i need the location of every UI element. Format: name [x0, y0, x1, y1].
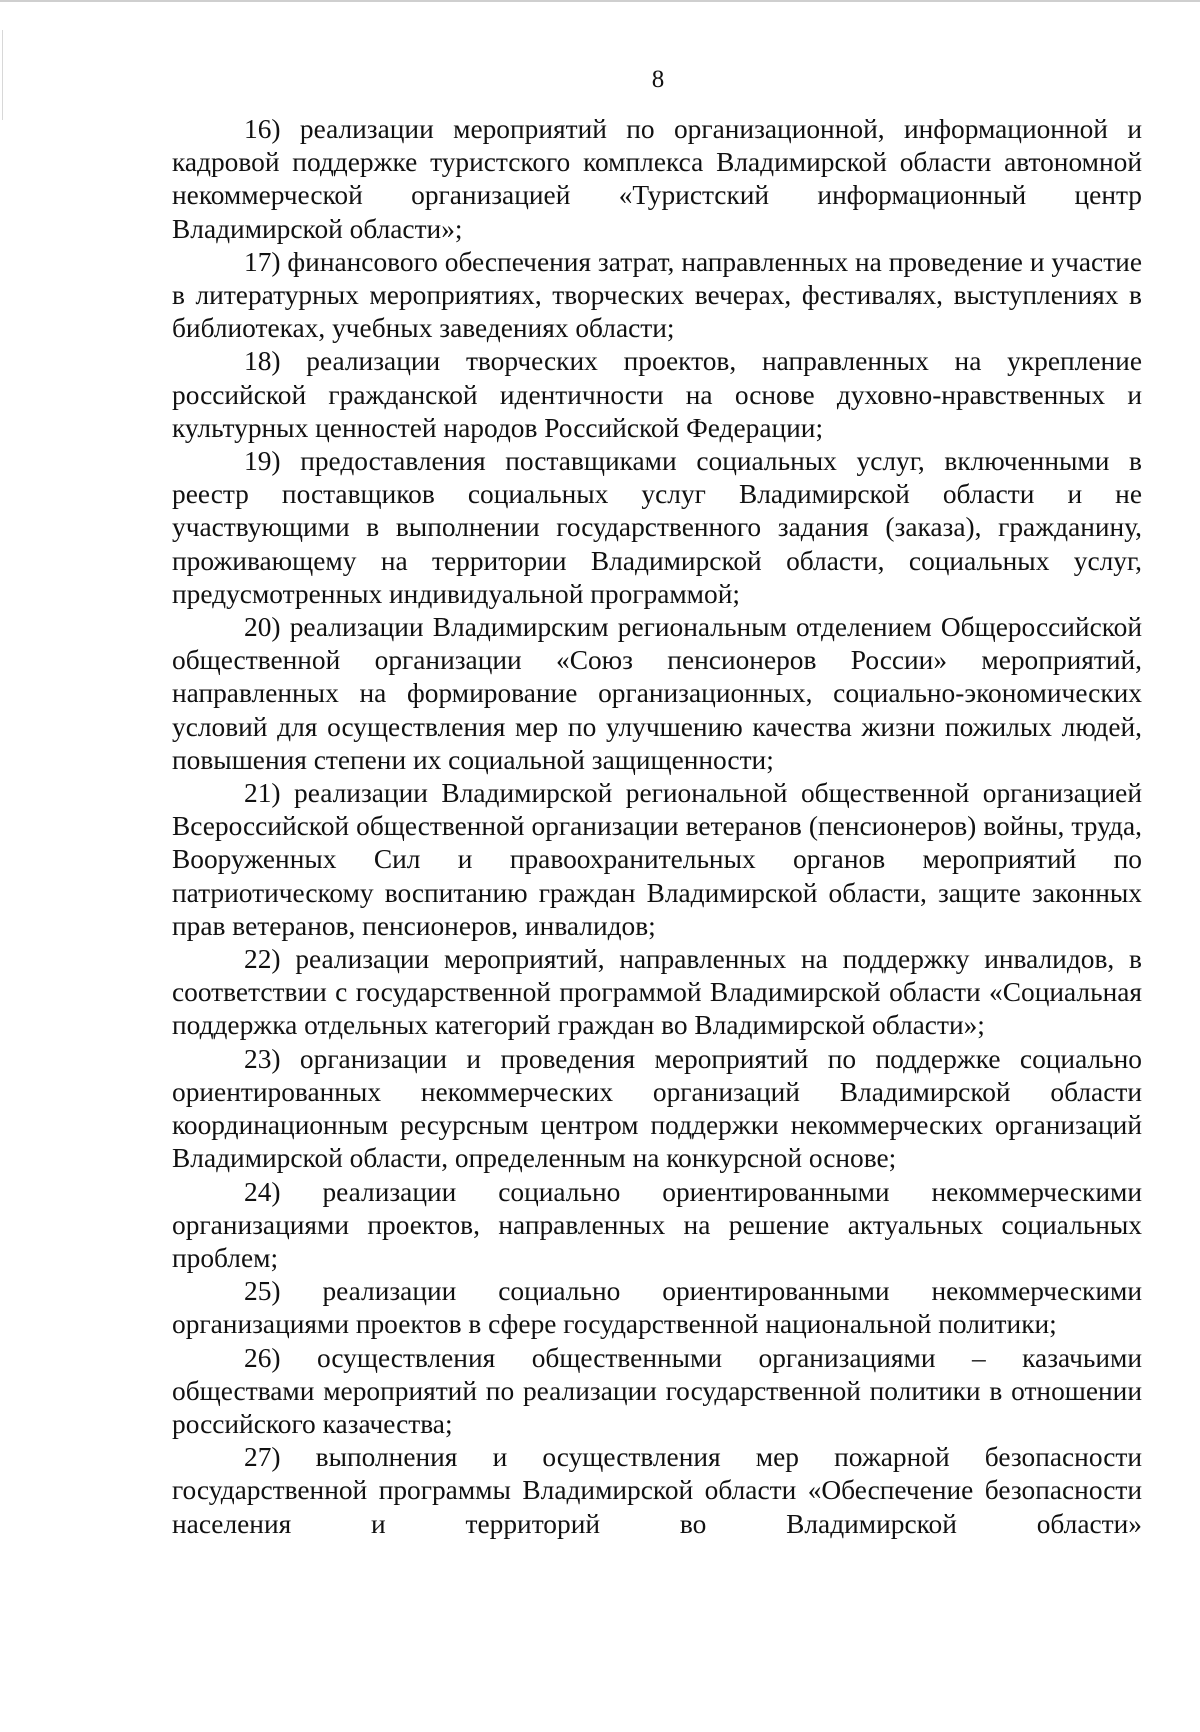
list-item-20: 20) реализации Владимирским региональным отделением Общероссийской общественной организации «Союз пенсионеров России» мероприятий, направленных на формирование организационных, социально-экономических условий для осуществления мер по улучшению качества жизни пожилых людей, повышения степени их социальной защищенности;	[172, 612, 1142, 775]
list-item-21: 21) реализации Владимирской региональной общественной организацией Всероссийской общественной организации ветеранов (пенсионеров) войны, труда, Вооруженных Сил и правоохранительных органов мероприятий по патриотическому воспитанию граждан Владимирской области, защите законных прав ветеранов, пенсионеров, инвалидов;	[172, 778, 1142, 941]
list-item-26: 26) осуществления общественными организациями – казачьими обществами мероприятий по реализации государственной политики в отношении российского казачества;	[172, 1342, 1142, 1439]
scan-top-border	[0, 0, 1200, 2]
list-item-22: 22) реализации мероприятий, направленных на поддержку инвалидов, в соответствии с государственной программой Владимирской области «Социальная поддержка отдельных категорий граждан во Владимирской области»;	[172, 944, 1142, 1041]
list-item-23: 23) организации и проведения мероприятий по поддержке социально ориентированных некоммерческих организаций Владимирской области координационным ресурсным центром поддержки некоммерческих организаций Владимирской области, определенным на конкурсной основе;	[172, 1043, 1142, 1174]
document-body	[172, 113, 1142, 1541]
list-item-18: 18) реализации творческих проектов, направленных на укрепление российской гражданской идентичности на основе духовно-нравственных и культурных ценностей народов Российской Федерации;	[172, 346, 1142, 443]
list-item-24: 24) реализации социально ориентированными некоммерческими организациями проектов, направленных на решение актуальных социальных проблем;	[172, 1176, 1142, 1273]
list-item-16: 16) реализации мероприятий по организационной, информационной и кадровой поддержке туристского комплекса Владимирской области автономной некоммерческой организацией «Туристский информационный центр Владимирской области»;	[172, 114, 1142, 244]
list-item-27: 27) выполнения и осуществления мер пожарной безопасности государственной программы Владимирской области «Обеспечение безопасности населения и территорий во Владимирской области»	[172, 1442, 1142, 1539]
list-item-25: 25) реализации социально ориентированными некоммерческими организациями проектов в сфере государственной национальной политики;	[172, 1276, 1142, 1340]
list-item-17: 17) финансового обеспечения затрат, направленных на проведение и участие в литературных мероприятиях, творческих вечерах, фестивалях, выступлениях в библиотеках, учебных заведениях области;	[172, 246, 1142, 344]
list-item-19: 19) предоставления поставщиками социальных услуг, включенными в реестр поставщиков социальных услуг Владимирской области и не участвующими в выполнении государственного задания (заказа), гражданину, проживающему на территории Владимирской области, социальных услуг, предусмотренных индивидуальной программой;	[172, 446, 1142, 609]
page-number: 8	[651, 66, 665, 93]
